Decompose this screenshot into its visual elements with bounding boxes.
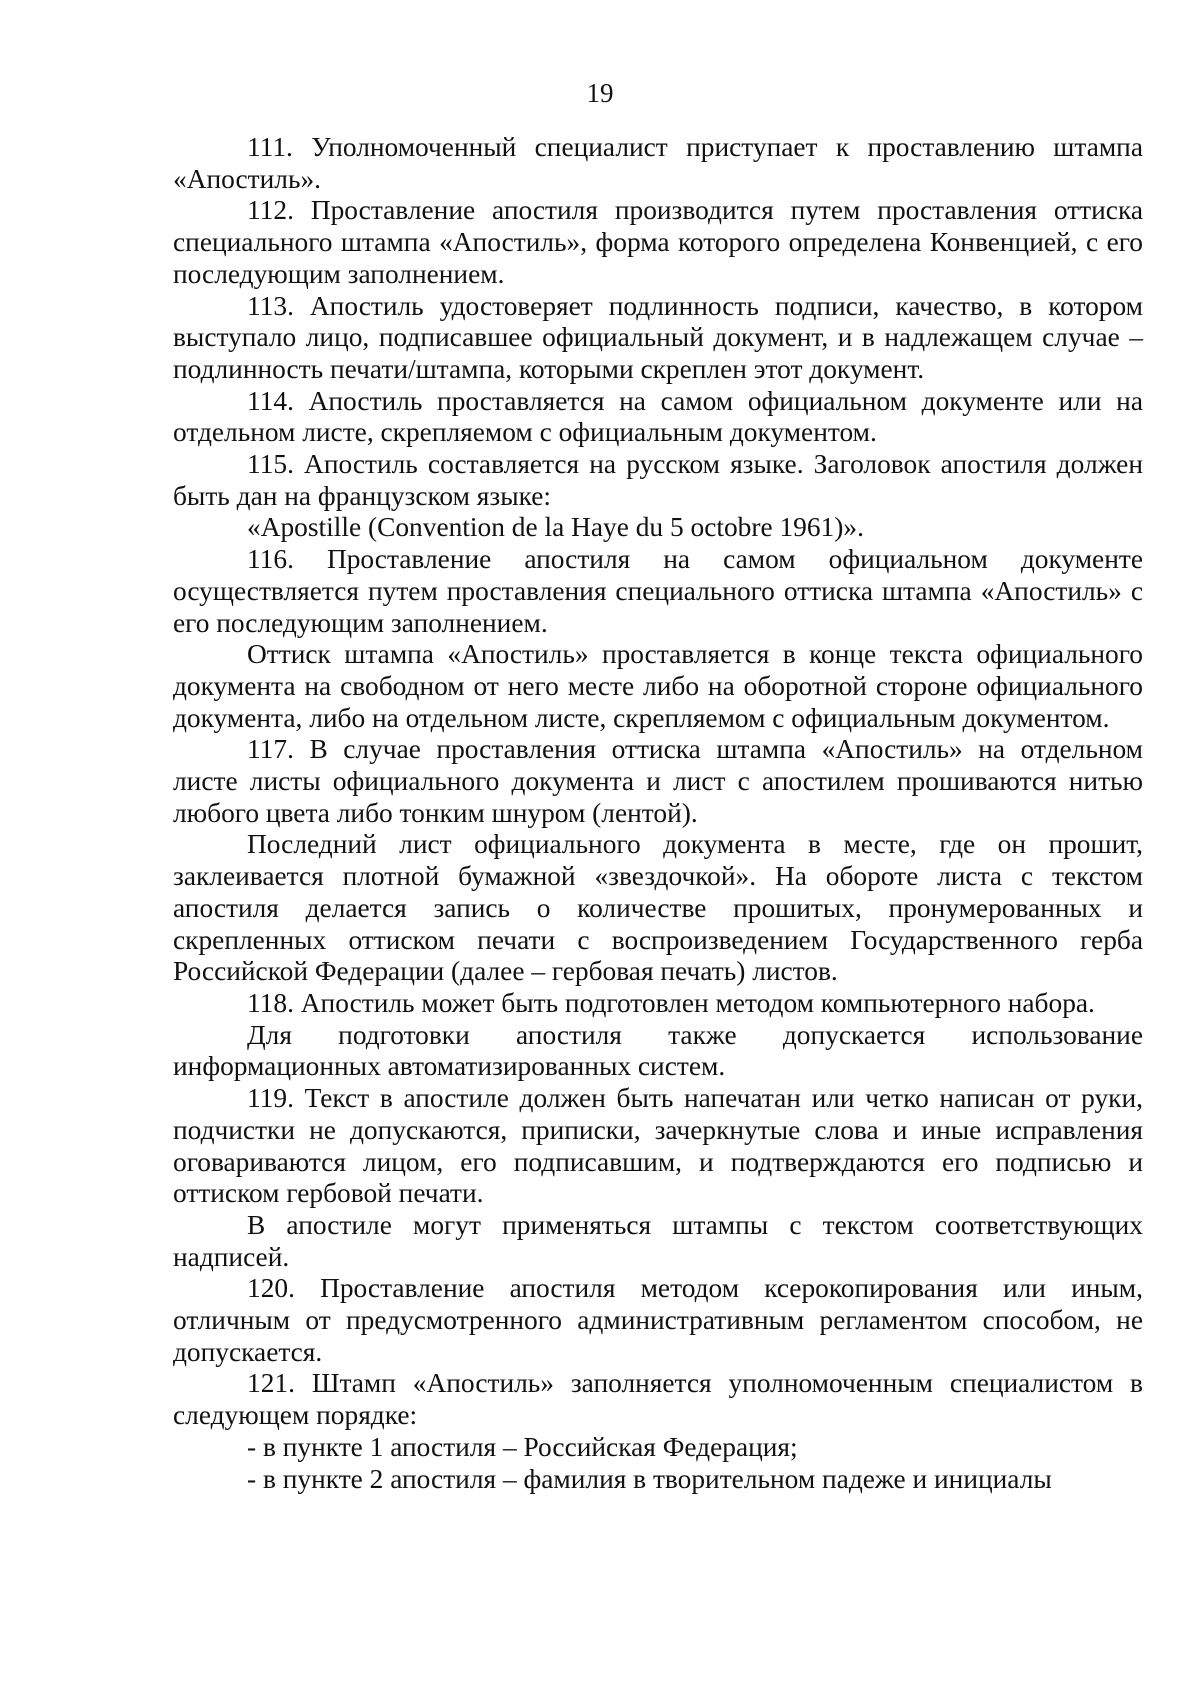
paragraph-119: 119. Текст в апостиле должен быть напечатан или четко написан от руки, подчистки не допускаются, приписки, зачеркнутые слова и иные исправления оговариваются лицом, его подписавшим, и подтверждаются его подписью и оттиском гербовой печати. bbox=[173, 1083, 1143, 1209]
paragraph-121: 121. Штамп «Апостиль» заполняется уполномоченным специалистом в следующем порядке: bbox=[173, 1368, 1143, 1431]
paragraph-119-stamps: В апостиле могут применяться штампы с текстом соответствующих надписей. bbox=[173, 1209, 1143, 1272]
paragraph-120: 120. Проставление апостиля методом ксерокопирования или иным, отличным от предусмотренного административным регламентом способом, не допускается. bbox=[173, 1273, 1143, 1367]
paragraph-118: 118. Апостиль может быть подготовлен методом компьютерного набора. bbox=[247, 987, 1095, 1018]
paragraph-113: 113. Апостиль удостоверяет подлинность подписи, качество, в котором выступало лицо, подписавшее официальный документ, и в надлежащем случае – подлинность печати/штампа, которыми скреплен этот документ. bbox=[173, 290, 1143, 384]
document-body bbox=[173, 132, 1143, 1495]
paragraph-111: 111. Уполномоченный специалист приступает к проставлению штампа «Апостиль». bbox=[173, 132, 1143, 194]
paragraph-116: 116. Проставление апостиля на самом официальном документе осуществляется путем проставления специального оттиска штампа «Апостиль» с его последующим заполнением. bbox=[173, 544, 1143, 638]
paragraph-115-heading-quote: «Apostille (Convention de la Haye du 5 octobre 1961)». bbox=[247, 512, 864, 543]
paragraph-114: 114. Апостиль проставляется на самом официальном документе или на отдельном листе, скрепляемом с официальным документом. bbox=[173, 385, 1143, 448]
paragraph-117: 117. В случае проставления оттиска штампа «Апостиль» на отдельном листе листы официального документа и лист с апостилем прошиваются нитью любого цвета либо тонким шнуром (лентой). bbox=[173, 734, 1143, 828]
paragraph-118-systems: Для подготовки апостиля также допускается использование информационных автоматизированных систем. bbox=[173, 1019, 1143, 1082]
paragraph-117-last-sheet: Последний лист официального документа в месте, где он прошит, заклеивается плотной бумажной «звездочкой». На обороте листа с текстом апостиля делается запись о количестве прошитых, пронумерованных и скрепленных оттиском печати с воспроизведением Государственного герба Российской Федерации (далее – гербовая печать) листов. bbox=[173, 829, 1143, 987]
list-item-point-1: - в пункте 1 апостиля – Российская Федерация; bbox=[247, 1431, 798, 1462]
list-item-point-2: - в пункте 2 апостиля – фамилия в творительном падеже и инициалы bbox=[247, 1463, 1052, 1494]
paragraph-115: 115. Апостиль составляется на русском языке. Заголовок апостиля должен быть дан на французском языке: bbox=[173, 449, 1143, 511]
paragraph-112: 112. Проставление апостиля производится путем проставления оттиска специального штампа «Апостиль», форма которого определена Конвенцией, с его последующим заполнением. bbox=[173, 195, 1143, 289]
page-number: 19 bbox=[586, 78, 614, 108]
paragraph-116-stamp-placement: Оттиск штампа «Апостиль» проставляется в конце текста официального документа на свободном от него месте либо на оборотной стороне официального документа, либо на отдельном листе, скрепляемом с официальным документом. bbox=[173, 639, 1143, 733]
